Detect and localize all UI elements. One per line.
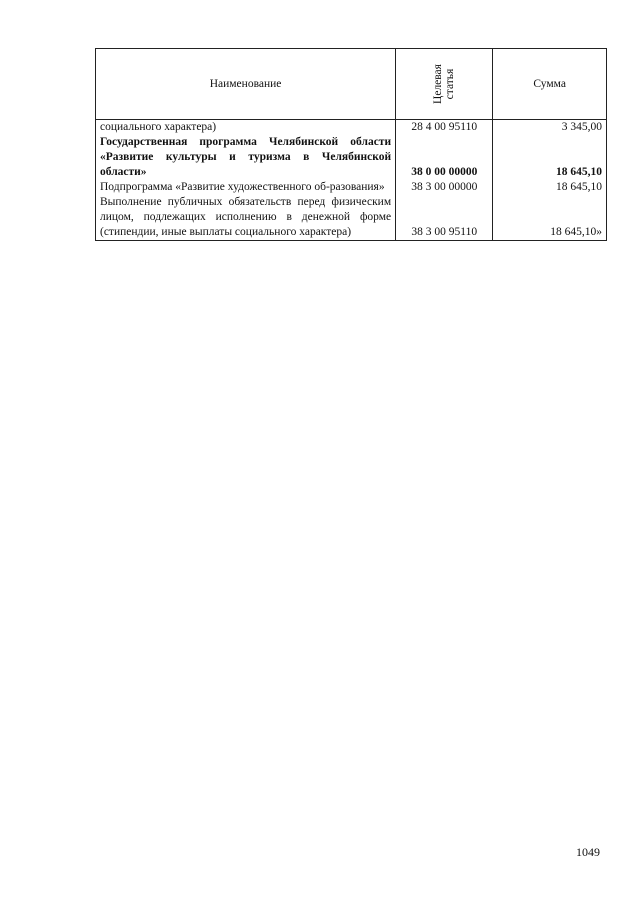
row-sum: 3 345,00 (493, 120, 607, 136)
header-code-line1: Целевая (432, 64, 445, 104)
header-code-line2: статья (444, 68, 457, 100)
page-number: 1049 (576, 845, 600, 859)
header-sum: Сумма (493, 49, 607, 120)
row-sum: 18 645,10 (493, 135, 607, 180)
table-header-row (96, 49, 607, 120)
row-name: Выполнение публичных обязательств перед физическим лицом, подлежащих исполнению в денежной форме (стипендии, иные выплаты социального характера) (96, 195, 396, 241)
row-sum: 18 645,10» (493, 195, 607, 241)
table-row (96, 120, 607, 136)
row-name: социального характера) (96, 120, 396, 136)
row-code: 28 4 00 95110 (396, 120, 493, 136)
row-code: 38 3 00 00000 (396, 180, 493, 195)
table-row (96, 135, 607, 180)
row-code: 38 3 00 95110 (396, 195, 493, 241)
header-name: Наименование (96, 49, 396, 120)
table-row (96, 195, 607, 241)
row-code: 38 0 00 00000 (396, 135, 493, 180)
row-sum: 18 645,10 (493, 180, 607, 195)
table-row (96, 180, 607, 195)
header-code (396, 49, 493, 120)
budget-table (95, 48, 607, 241)
row-name: Государственная программа Челябинской области «Развитие культуры и туризма в Челябинской области» (96, 135, 396, 180)
row-name: Подпрограмма «Развитие художественного об-разования» (96, 180, 396, 195)
